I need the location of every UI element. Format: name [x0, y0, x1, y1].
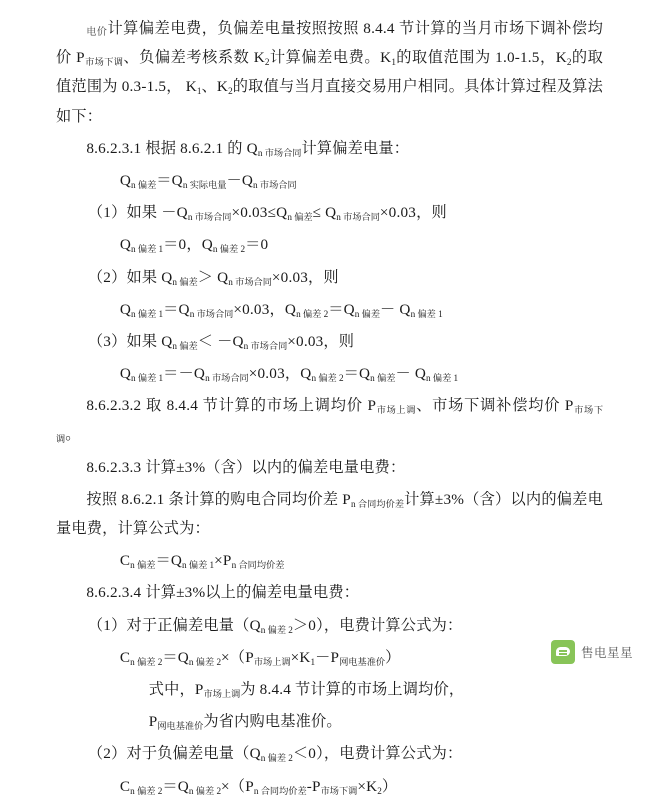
p-cond-3-res: $Q_{n 偏差 1}=-Q_{n 市场合同}\times 0.03$，$Q_{n 偏差 2}=Q_{n 偏差}- Q_{n 偏差 1}$: [119, 365, 459, 384]
p-cond-3: （3）如果 $Q_{n 偏差}< -Q_{n 市场合同}\times 0.03$，则: [87, 332, 355, 351]
watermark: [551, 640, 633, 664]
p-8623-4: 8.6.2.3.4 计算±3%以上的偏差电量电费：: [86, 584, 360, 602]
p-pos-dev-formula: $C_{n 偏差 2}=Q_{n 偏差 2}\times(P_{市场上调}\times K_1-P_{网电基准价})$: [119, 648, 401, 667]
document-body: [56, 14, 603, 801]
p-8623-1: 8.6.2.3.1 根据 8.6.2.1 的 $Q_{n 市场合同}$计算偏差电量：: [86, 139, 410, 158]
p-neg-dev-formula: $C_{n 偏差 2}=Q_{n 偏差 2}\times(P_{n 合同均价差}-P_{市场下调}\times K_2)$: [119, 777, 398, 796]
p-formula-2: $C_{n 偏差}=Q_{n 偏差 1}\times P_{n 合同均价差}$: [119, 552, 285, 571]
p-8623-3: 8.6.2.3.3 计算±3%（含）以内的偏差电量电费：: [86, 458, 406, 476]
p-cond-1: （1）如果 $-Q_{n 市场合同}\times 0.03\le Q_{n 偏差}\le Q_{n 市场合同}\times 0.03$，则: [87, 204, 447, 223]
p-pos-dev: （1）对于正偏差电量$(Q_{n 偏差 2}>0)$，电费计算公式为：: [87, 616, 463, 635]
p-formula-1: $Q_{n 偏差}=Q_{n 实际电量}-Q_{n 市场合同}$: [119, 171, 297, 190]
p-cond-2-res: $Q_{n 偏差 1}=Q_{n 市场合同}\times 0.03$，$Q_{n 偏差 2}=Q_{n 偏差}- Q_{n 偏差 1}$: [119, 300, 443, 319]
p-intro: 电价计算偏差电费，负偏差电量按照按照 8.4.4 节计算的当月市场下调补偿均价 $P_{市场下调}$、负偏差考核系数 $K_2$计算偏差电费。$K_1$的取值范围为 1.0-1.5，$K_2$的取值范围为 0.3-1.5， $K_1$、$K_2$的取值与当月直接交易用户相同。具体计算过程及算法如下：: [56, 20, 603, 125]
p-8623-2: 8.6.2.3.2 取 8.4.4 节计算的市场上调均价 $P_{市场上调}$、市场下调补偿均价 $P_{市场下调}$。: [56, 397, 604, 445]
p-neg-dev: （2）对于负偏差电量$(Q_{n 偏差 2}<0)$，电费计算公式为：: [87, 745, 463, 764]
p-note-2: $P_{网电基准价}$为省内购电基准价。: [148, 713, 342, 732]
wechat-icon: [551, 640, 575, 664]
p-note-1: 式中，$P_{市场上调}$为 8.4.4 节计算的市场上调均价，: [148, 680, 465, 699]
watermark-label: 售电星星: [580, 646, 633, 660]
p-cond-2: （2）如果 $Q_{n 偏差}> Q_{n 市场合同}\times 0.03$，则: [87, 268, 339, 287]
p-cond-1-res: $Q_{n 偏差 1}=0$，$Q_{n 偏差 2}=0$: [119, 236, 269, 255]
p-8623-3-body: 按照 8.6.2.1 条计算的购电合同均价差 $P_{n 合同均价差}$计算±3%（含）以内的偏差电量电费，计算公式为：: [56, 490, 604, 537]
